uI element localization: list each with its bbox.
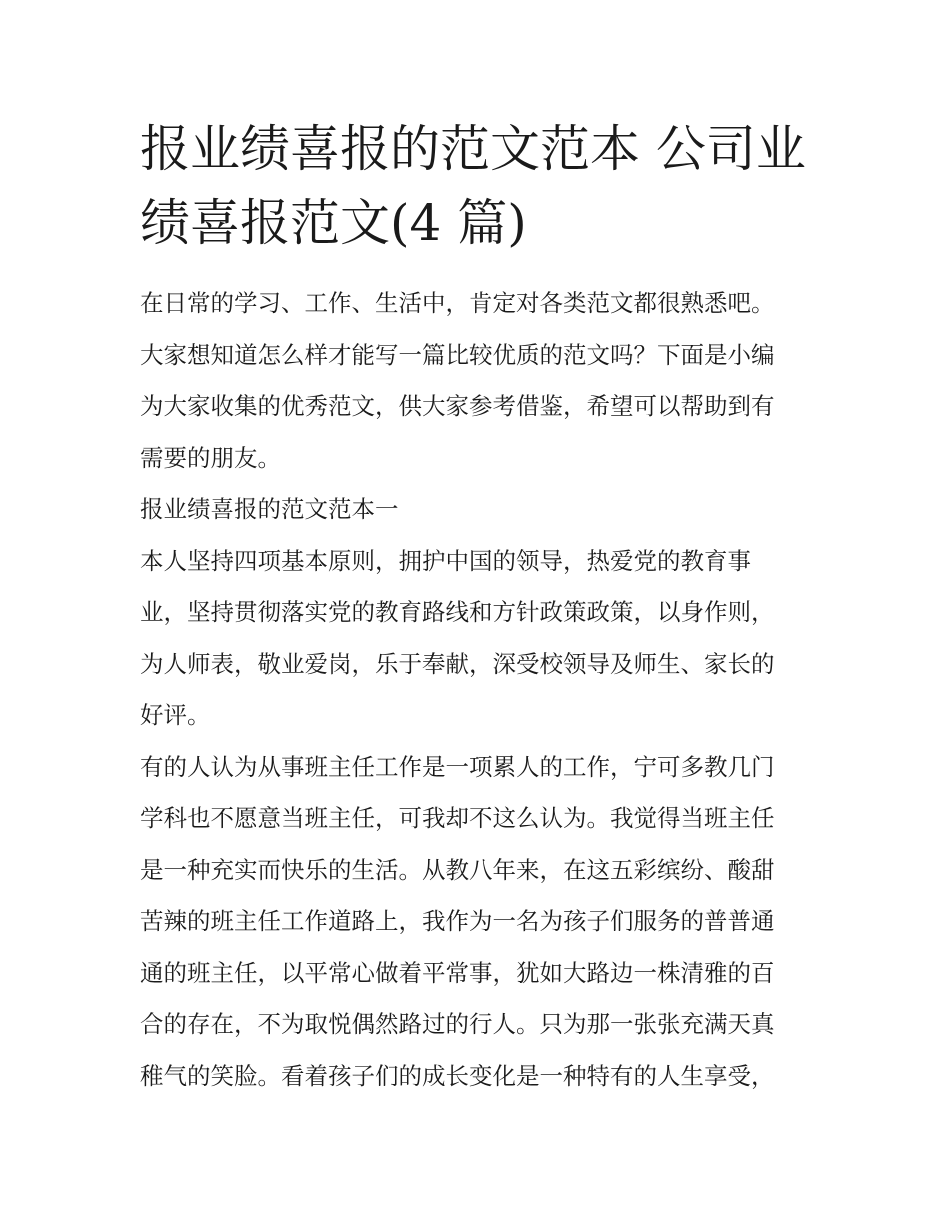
text-line: 是一种充实而快乐的生活。从教八年来，在这五彩缤纷、酸甜 (140, 855, 775, 884)
text-line: 在日常的学习、工作、生活中，肯定对各类范文都很熟悉吧。 (140, 289, 775, 317)
text-line: 学科也不愿意当班主任，可我却不这么认为。我觉得当班主任 (140, 804, 775, 832)
title-line: 绩喜报范文(4 篇) (140, 194, 527, 252)
body-paragraph (140, 536, 820, 742)
intro-paragraph (140, 278, 820, 484)
title-line: 报业绩喜报的范文范本 公司业 (140, 120, 806, 178)
text-line: 稚气的笑脸。看着孩子们的成长变化是一种特有的人生享受， (140, 1061, 775, 1090)
text-line: 大家想知道怎么样才能写一篇比较优质的范文吗？下面是小编 (140, 340, 775, 369)
text-line: 需要的朋友。 (140, 443, 281, 472)
text-line: 通的班主任，以平常心做着平常事，犹如大路边一株清雅的百 (140, 958, 775, 987)
text-line: 有的人认为从事班主任工作是一项累人的工作，宁可多教几门 (140, 752, 775, 781)
document-body (140, 278, 820, 1102)
body-paragraph (140, 742, 820, 1103)
text-line: 报业绩喜报的范文范本一 (140, 495, 399, 523)
document-title (140, 112, 820, 260)
section-heading (140, 484, 820, 536)
text-line: 业，坚持贯彻落实党的教育路线和方针政策政策，以身作则， (140, 598, 775, 626)
text-line: 为大家收集的优秀范文，供大家参考借鉴，希望可以帮助到有 (140, 392, 775, 420)
text-line: 本人坚持四项基本原则，拥护中国的领导，热爱党的教育事 (140, 546, 751, 575)
text-line: 苦辣的班主任工作道路上，我作为一名为孩子们服务的普普通 (140, 907, 775, 935)
text-line: 合的存在，不为取悦偶然路过的行人。只为那一张张充满天真 (140, 1010, 775, 1038)
text-line: 好评。 (140, 701, 211, 729)
text-line: 为人师表，敬业爱岗，乐于奉献，深受校领导及师生、家长的 (140, 649, 775, 678)
